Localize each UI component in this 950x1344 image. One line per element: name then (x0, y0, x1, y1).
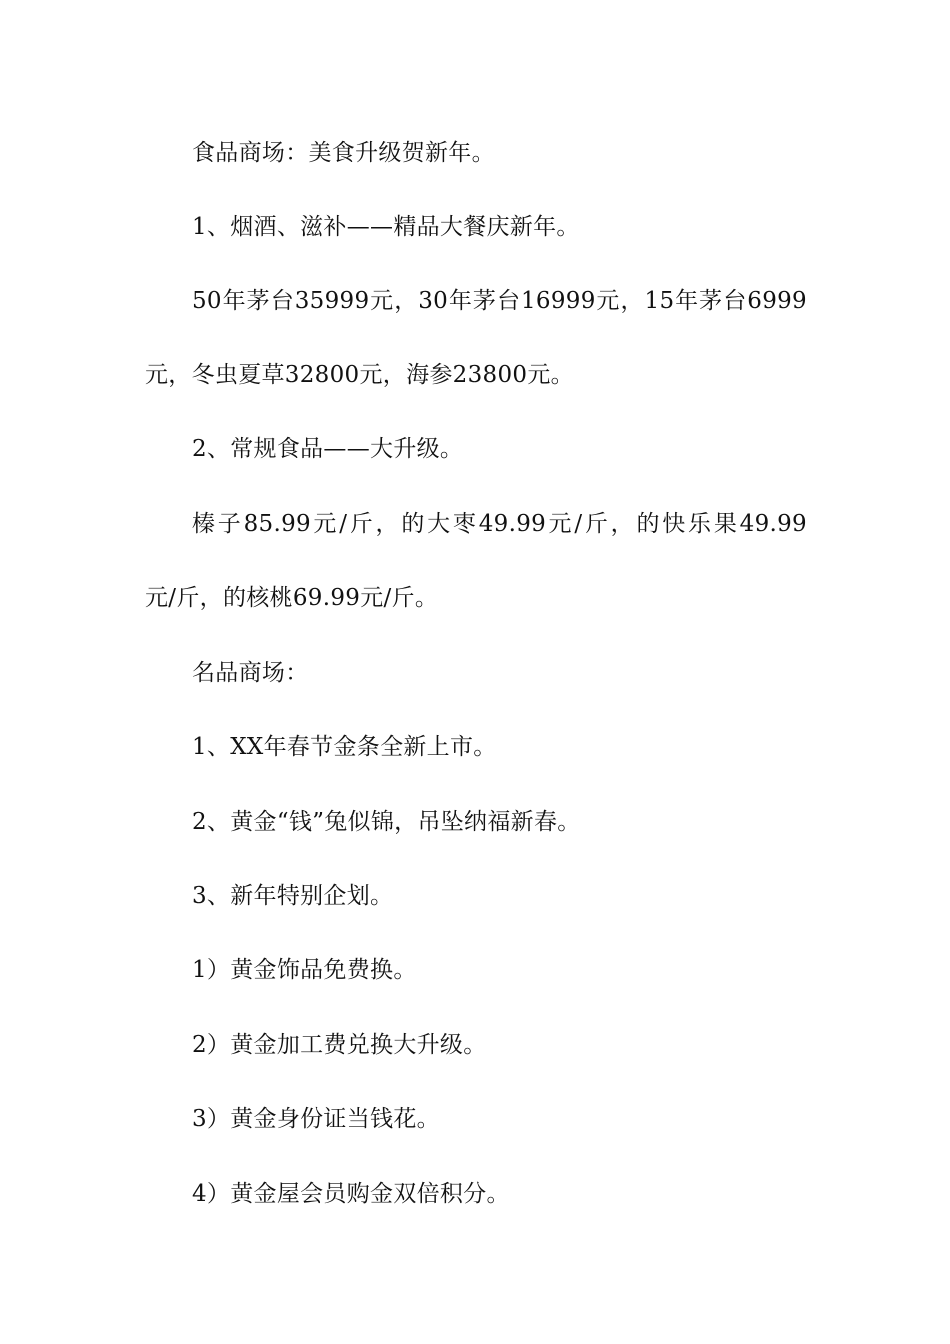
paragraph-nut-prices (145, 487, 807, 635)
paragraph-gold-bar: 1、XX年春节金条全新上市。 (192, 734, 497, 760)
paragraph-processing-fee: 2）黄金加工费兑换大升级。 (192, 1032, 487, 1058)
paragraph-regular-food: 2、常规食品——大升级。 (192, 436, 464, 462)
paragraph-gold-exchange: 1）黄金饰品免费换。 (192, 957, 417, 983)
paragraph-food-mall-heading: 食品商场：美食升级贺新年。 (192, 140, 495, 166)
paragraph-member-points: 4）黄金屋会员购金双倍积分。 (192, 1181, 510, 1207)
text-line: 50年茅台35999元，30年茅台16999元，15年茅台6999 (192, 288, 807, 314)
paragraph-moutai-prices (145, 264, 807, 412)
paragraph-tobacco-liquor: 1、烟酒、滋补——精品大餐庆新年。 (192, 214, 580, 240)
text-line: 元，冬虫夏草32800元，海参23800元。 (145, 362, 574, 388)
paragraph-brand-mall-heading: 名品商场： (192, 660, 309, 686)
paragraph-gold-pendant: 2、黄金“钱”兔似锦，吊坠纳福新春。 (192, 809, 581, 835)
text-line: 榛子85.99元/斤，的大枣49.99元/斤，的快乐果49.99 (192, 511, 807, 537)
paragraph-new-year-plan: 3、新年特别企划。 (192, 883, 394, 909)
text-line: 元/斤，的核桃69.99元/斤。 (145, 585, 439, 611)
paragraph-gold-id: 3）黄金身份证当钱花。 (192, 1106, 440, 1132)
